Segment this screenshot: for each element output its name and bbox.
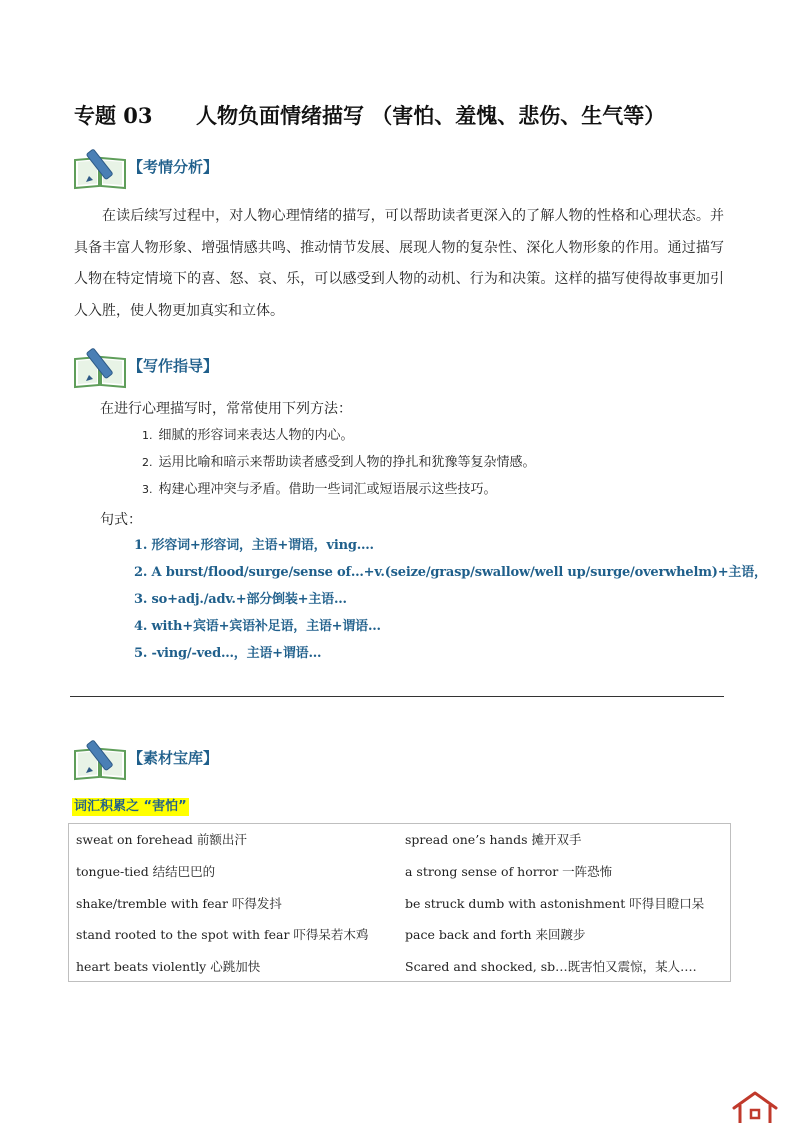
book-pencil-icon xyxy=(72,146,128,190)
section-analysis-header xyxy=(72,146,372,190)
vocab-cell: shake/tremble with fear 吓得发抖 xyxy=(76,895,282,911)
book-pencil-icon xyxy=(72,345,128,389)
pattern-list xyxy=(134,536,767,671)
table-row xyxy=(69,856,730,888)
table-row xyxy=(69,888,730,920)
section-material-header xyxy=(72,737,372,781)
table-row xyxy=(69,951,730,983)
method-item: 3. 构建心理冲突与矛盾。借助一些词汇或短语展示这些技巧。 xyxy=(142,482,497,497)
pattern-item: 3. so+adj./adv.+部分倒装+主语… xyxy=(134,592,347,607)
method-item: 1. 细腻的形容词来表达人物的内心。 xyxy=(142,428,354,443)
vocab-cell: tongue-tied 结结巴巴的 xyxy=(76,863,216,879)
section-divider xyxy=(70,696,724,697)
table-row xyxy=(69,824,730,856)
topic-title: 人物负面情绪描写 （害怕、羞愧、悲伤、生气等） xyxy=(196,103,666,128)
analysis-paragraph: 在读后续写过程中，对人物心理情绪的描写，可以帮助读者更深入的了解人物的性格和心理状态。并具备丰富人物形象、增强情感共鸣、推动情节发展、展现人物的复杂性、深化人物形象的作用。通过描写人物在特定情境下的喜、怒、哀、乐，可以感受到人物的动机、行为和决策。这样的描写使得故事更加引人入胜，使人物更加真实和立体。 xyxy=(74,208,724,319)
pattern-item: 4. with+宾语+宾语补足语，主语+谓语… xyxy=(134,619,381,634)
section-analysis-label: 【考情分析】 xyxy=(128,158,219,176)
vocab-cell: heart beats violently 心跳加快 xyxy=(76,959,261,975)
vocab-cell: pace back and forth 来回踱步 xyxy=(405,927,586,943)
method-item: 2. 运用比喻和暗示来帮助读者感受到人物的挣扎和犹豫等复杂情感。 xyxy=(142,455,536,470)
pattern-item: 5. -ving/-ved…，主语+谓语… xyxy=(134,646,322,661)
section-material-label: 【素材宝库】 xyxy=(128,749,219,767)
vocab-table xyxy=(68,823,731,982)
method-list xyxy=(142,426,536,507)
pattern-heading: 句式： xyxy=(100,512,142,528)
table-row xyxy=(69,919,730,951)
section-guide-header xyxy=(72,345,372,389)
page-title xyxy=(74,100,734,130)
book-pencil-icon xyxy=(72,737,128,781)
topic-number: 专题 03 xyxy=(74,103,153,128)
pattern-item: 2. A burst/flood/surge/sense of…+v.(seize/grasp/swallow/well up/surge/overwhelm)+主语， xyxy=(134,565,767,580)
vocab-cell: Scared and shocked, sb…既害怕又震惊，某人…. xyxy=(405,959,697,975)
home-icon[interactable] xyxy=(730,1090,780,1123)
vocab-cell: spread one’s hands 摊开双手 xyxy=(405,832,582,847)
vocab-cell: a strong sense of horror 一阵恐怖 xyxy=(405,863,613,879)
vocab-cell: stand rooted to the spot with fear 吓得呆若木鸡 xyxy=(76,927,369,943)
vocab-cell: sweat on forehead 前额出汗 xyxy=(76,832,247,847)
guide-intro: 在进行心理描写时，常常使用下列方法： xyxy=(100,401,352,417)
pattern-item: 1. 形容词+形容词，主语+谓语，ving…. xyxy=(134,538,374,553)
vocab-heading: 词汇积累之 “害怕” xyxy=(74,799,187,814)
section-guide-label: 【写作指导】 xyxy=(128,357,219,375)
vocab-cell: be struck dumb with astonishment 吓得目瞪口呆 xyxy=(405,895,705,911)
